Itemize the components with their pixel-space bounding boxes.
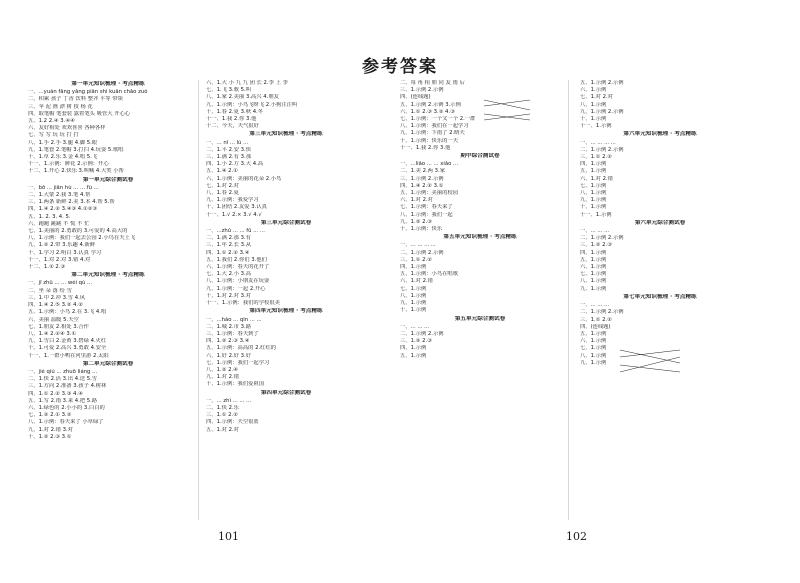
answer-line: 三、1.中 2.冲 3.雪 4.风 <box>28 294 86 301</box>
section-heading: 第三单元知识梳理 · 考点精练 <box>249 131 323 138</box>
answer-line: 六、1.示例 <box>580 87 607 94</box>
answer-line: 三、1.② 2.③ <box>400 338 432 345</box>
answer-line: 二、1.示例 2.示例 <box>400 330 444 337</box>
answer-line: 八、1.示例：我们一起去公园 2.小鸟在天上飞 <box>28 235 136 242</box>
answer-line: 五、1.我们 2.你们 3.他们 <box>206 256 267 263</box>
answer-line: 三、1.两条 新鲜 2.美 3.本 4.帮 5.帮 <box>28 199 115 206</box>
answer-line: 四、1.示例 <box>400 345 427 352</box>
answer-line: 三、1.① 2.② <box>400 256 432 263</box>
answer-line: 八、1.手 2.手 3.腿 4.脚 5.眼 <box>28 139 98 146</box>
answer-line: 二、1.大蒙 2.我 3.笔 4.帮 <box>28 192 91 199</box>
answer-line: 八、1.示例 <box>580 278 607 285</box>
answer-line: 五、1.示例 <box>580 256 607 263</box>
answer-line: 一、...hào ... qín ... ... <box>206 316 262 323</box>
answer-line: 四、1.示例：天空很蓝 <box>206 419 259 426</box>
answer-line: 七、1.示例 <box>400 285 427 292</box>
answer-line: 三、1.② 2.③ <box>580 242 612 249</box>
answer-line: 三、1.年 2.长 3.从 <box>206 242 252 249</box>
answer-line: 十一、1.对 2.对 3.错 4.对 <box>28 256 91 263</box>
answer-line: 十一、1.我 2.你 3.他 <box>206 116 257 123</box>
answer-line: 九、1.示例 <box>580 197 607 204</box>
answer-line: 六、美丽 温暖 5.天空 <box>28 316 79 323</box>
answer-line: 八、1.示例：我们在一起学习 <box>400 123 469 130</box>
answer-line: 二、1.美 2.两 3.家 <box>400 168 446 175</box>
answer-line: 十二、1.开心 2.快乐 3.叫喊 4.大笑 小帮 <box>28 168 124 175</box>
answer-line: 四、(连线题) <box>580 323 611 330</box>
answer-line: 九、1.示例：小鸟飞呀飞 2.小狗汪汪叫 <box>206 101 298 108</box>
answer-line: 五、1.示例 <box>400 352 427 359</box>
answer-line: 八、1.示例 <box>580 190 607 197</box>
answer-line: 十一、1.我 2.你 3.他 <box>400 144 451 151</box>
answer-line: 二、1.城 2.市 3.路 <box>206 323 252 330</box>
answer-line: 一、... ... ... ... <box>400 242 436 249</box>
answer-line: 六、1.示例：春天的花开了 <box>206 264 270 271</box>
answer-line: 九、1.示例：我爱学习 <box>206 197 259 204</box>
answer-line: 九、1.示例 2.示例 <box>580 108 624 115</box>
answer-line: 一、bō ... jiān hù ... ... fù ... <box>28 184 99 191</box>
answer-line: 十一、1.示例 <box>580 211 612 218</box>
answer-line: 四、1.① 2.② 3.③ 4.④ <box>28 390 83 397</box>
answer-line: 二、1.快 2.乐 <box>206 404 239 411</box>
answer-line: 八、1.示例 <box>400 292 427 299</box>
answer-line: 二、1.示例 2.示例 <box>400 249 444 256</box>
answer-line: 八、1.示例：春天来了 小草绿了 <box>28 419 104 426</box>
answer-line: 十、1.示例 <box>580 204 607 211</box>
answer-line: 十、1.示例：快乐的一天 <box>400 137 459 144</box>
section-heading: 第七单元知识梳理 · 考点精练 <box>623 293 697 300</box>
answer-line: 四、1.示例 <box>580 249 607 256</box>
answer-line: 三、1.示例 2.示例 <box>400 175 444 182</box>
answer-line: 六、1.示例 <box>580 338 607 345</box>
answer-line: 九、1.笔套 2.笔帽 3.打扫 4.玩耍 5.歌唱 <box>28 146 124 153</box>
answer-line: 一、...zhǔ ... ... fū ... ... <box>206 228 265 235</box>
answer-line: 九、1.② 2.③ <box>400 218 432 225</box>
answer-line: 六、1.对 2.对 <box>400 197 433 204</box>
page-number-right: 102 <box>566 530 587 543</box>
answer-line: 七、1.示例 <box>580 271 607 278</box>
answer-line: 二、1.示例 2.示例 <box>580 146 624 153</box>
answer-line: 四、1.② 2.③ 3.④ <box>206 338 250 345</box>
answer-line: 二、积累 孩子 丁香 饮料 整齐 平等 带领 <box>28 96 123 103</box>
answer-line: 七、1.示例 <box>580 182 607 189</box>
answer-line: 十、1.可爱 2.高兴 3.勇敢 4.安全 <box>28 345 107 352</box>
answer-line: 八、1.春 2.夏 <box>206 190 239 197</box>
answer-line: 四、1.小 2.方 3.大 4.高 <box>206 161 264 168</box>
answer-line: 六、1.示例 <box>580 264 607 271</box>
answer-line: 六、1.对 2.错 <box>580 175 613 182</box>
section-heading: 第五单元综合测试卷 <box>454 315 506 322</box>
answer-line: 五、1.2 2.④ 3.④④ <box>28 118 75 125</box>
answer-line: 十一、1.示例：鲜花 2.示例：开心 <box>28 161 109 168</box>
answer-line: 三、1.满 2.有 3.那 <box>206 154 252 161</box>
answer-line: 六、1.对 2.错 <box>400 278 433 285</box>
answer-line: 十一、1.√ 2.× 3.√ 4.√ <box>206 211 262 218</box>
section-heading: 第二单元综合测试卷 <box>82 360 134 367</box>
section-heading: 第三单元综合测试卷 <box>260 219 312 226</box>
answer-line: 七、1.示例：一个又一个 2.一群 <box>400 116 476 123</box>
answer-line: 五、1.示例：美丽的校园 <box>400 190 459 197</box>
answer-line: 九、1.示例：一起 2.开心 <box>206 285 266 292</box>
answer-line: 三、1.方向 2.准备 3.孩子 4.树林 <box>28 383 107 390</box>
answer-line: 八、1.家 2.美丽 3.高兴 4.朋友 <box>206 94 279 101</box>
section-heading: 第一单元知识梳理 · 考点精练 <box>71 81 145 87</box>
matching-diagram <box>600 345 710 377</box>
answer-line: 三、1.示例：春天到了 <box>206 330 259 337</box>
answer-line: 一、... zhì ... ... ... <box>206 397 252 404</box>
answer-line: 七、1.飞 3.歌 5.叫 <box>206 87 252 94</box>
answer-line: 三、1.① 2.② <box>580 316 612 323</box>
answer-line: 四、1.① 2.② 3.④ <box>206 249 250 256</box>
answer-line: 七、1.对 2.对 <box>206 182 239 189</box>
answer-line: 四、1.示例 <box>400 264 427 271</box>
answer-line: 四、1.④ 2.⑤ 3.② 4.② <box>28 302 83 309</box>
answer-line: 九、1.对 2.错 <box>206 374 239 381</box>
answer-line: 九、1.对 2.错 3.对 <box>28 426 74 433</box>
answer-line: 十二、今天，天气很好 <box>206 123 259 130</box>
answer-line: 七、1.美丽的 2.勇敢的 3.可爱的 4.高大的 <box>28 228 128 235</box>
answer-line: 五、1.写 2.雨 3.来 4.把 5.路 <box>28 397 98 404</box>
page-number-left: 101 <box>218 530 239 543</box>
answer-line: 六、1.示例：美丽的花朵 2.小鸟 <box>206 175 282 182</box>
answer-line: 三、1.① 2.② <box>206 412 238 419</box>
answer-line: 五、1.示例：小鸟在唱歌 <box>400 271 459 278</box>
answer-column-2 <box>206 80 366 522</box>
answer-line: 十、1.示例 <box>580 116 607 123</box>
answer-line: 二、每 角 相 朋 同 友 雨 后 <box>400 80 465 86</box>
answer-line: 二、坐 朵 落 纷 雪 <box>28 287 72 294</box>
answer-line: 五、1. 2. 3. 4. 5. <box>28 213 71 220</box>
answer-line: 十一、1.一群小鸭在河里游 2.太阳 <box>28 352 109 359</box>
answer-line: 一、... ... ... <box>580 302 610 309</box>
answer-line: 二、1.快 2.活 3.出 4.送 5.雪 <box>28 376 98 383</box>
answer-column-3 <box>400 80 560 522</box>
answer-line: 一、... ... ... <box>400 323 430 330</box>
answer-line: 五、1.示例：小鸟 2.在 3.飞 4.唱 <box>28 309 107 316</box>
answer-line: 九、1.示例 <box>580 285 607 292</box>
answer-line: 四、1.④ 2.② 3.① <box>400 182 444 189</box>
section-heading: 第五单元知识梳理 · 考点精练 <box>443 234 517 241</box>
matching-lines <box>600 345 710 377</box>
answer-line: 十、1.示例：我们爱祖国 <box>206 381 265 388</box>
answer-line: 五、1.示例：高高的 2.红红的 <box>206 345 277 352</box>
answer-line: 七、1.示例 <box>580 345 607 352</box>
answer-line: 十、1.春 2.夏 3.秋 4.冬 <box>206 108 264 115</box>
answer-line: 四、(连线题) <box>400 94 431 101</box>
answer-line: 六、1.好 2.好 3.好 <box>206 352 252 359</box>
section-heading: 期中综合测试卷 <box>460 153 500 160</box>
column-divider <box>198 80 199 520</box>
answer-column-1 <box>28 80 188 522</box>
answer-line: 六、跑跑 跳跳 不 慌 不 忙 <box>28 220 90 227</box>
answer-line: 九、1.② 2.带 3.乐趣 4.新鲜 <box>28 242 96 249</box>
answer-line: 二、1.示例 2.示例 <box>580 235 624 242</box>
answer-line: 五、1.对 2.对 <box>206 426 239 433</box>
answer-line: 一、...yuán fǎng yǎng piān shì kuān chǎo zuò <box>28 89 148 96</box>
answer-line: 九、1.雪白 2.金黄 3.碧绿 4.火红 <box>28 338 107 345</box>
answer-line: 四、1.④ 2.② 3.④③ 4.①②③ <box>28 206 98 213</box>
answer-line: 十、1.② 2.③ 3.① <box>28 433 72 440</box>
answer-line: 十、1.学习 2.明白 3.认真 学习 <box>28 249 102 256</box>
answer-line: 十一、1.示例 <box>580 123 612 130</box>
answer-line: 一、...liǎo ... ... xiǎo ... <box>400 161 459 168</box>
answer-line: 二、1.示例 2.示例 <box>580 309 624 316</box>
answer-line: 一、jǐ zhǔ ... ... wéi qù ... <box>28 280 93 287</box>
section-heading: 第四单元知识梳理 · 考点精练 <box>249 308 323 315</box>
section-heading: 第六单元综合测试卷 <box>634 219 686 226</box>
section-heading: 第一单元综合测试卷 <box>82 176 134 183</box>
answer-line: 八、1.示例：小朋友在玩耍 <box>206 278 270 285</box>
section-heading: 第二单元知识梳理 · 考点精练 <box>71 272 145 279</box>
answer-line: 七、1.大 2.小 3.高 <box>206 271 252 278</box>
answer-line: 四、1.示例 <box>580 161 607 168</box>
answer-line: 八、1.② 2.④ <box>206 366 238 373</box>
answer-line: 八、1.示例：我们一起 <box>400 211 453 218</box>
answer-line: 六、友好相处 欢欢喜喜 各种各样 <box>28 125 106 132</box>
answer-line: 七、1.示例：我们一起学习 <box>206 359 270 366</box>
answer-line: 五、1.④ 2.① <box>206 168 238 175</box>
answer-line: 十、1.示例：快乐 <box>400 226 443 233</box>
answer-line: 三、1.① 2.② <box>580 154 612 161</box>
answer-line: 四、取笔帽 笔套装 露着笔头 吸管大 开心心 <box>28 110 131 117</box>
answer-column-4 <box>580 80 740 522</box>
answer-line: 六、1.绿色的 2.小小的 3.白白的 <box>28 404 105 411</box>
answer-line: 九、1.示例：下雨了 2.晴天 <box>400 130 465 137</box>
answer-line: 九、1.示例 <box>580 359 607 366</box>
answer-line: 三、苹 泥 画 漂 树 枝 杨 花 <box>28 103 93 110</box>
answer-line: 十、1.团结 2.友爱 3.认真 <box>206 204 267 211</box>
answer-line: 五、1.示例 <box>580 168 607 175</box>
answer-line: 十一、1.示例：我们的学校很美 <box>206 300 280 307</box>
matching-lines <box>470 96 550 126</box>
answer-line: 一、... nī ... lú ... <box>206 139 249 146</box>
answer-line: 一、... ... ... ... <box>580 139 616 146</box>
answer-line: 七、1.对 2.对 <box>580 94 613 101</box>
answer-line: 七、1.示例：春天来了 <box>400 204 453 211</box>
answer-line: 五、1.示例 2.示例 3.示例 <box>400 101 461 108</box>
answer-line: 七、写 写 玩 玩 打 打 <box>28 132 79 139</box>
section-heading: 第四单元综合测试卷 <box>260 389 312 396</box>
answer-line: 一、jié qiú ... zhuō liáng ... <box>28 368 98 375</box>
page-title: 参考答案 <box>362 57 438 77</box>
answer-line: 六、1.大 小 九 九 团 长 2.李 上 李 <box>206 80 288 86</box>
answer-line: 七、1.② 2.① 3.② <box>28 412 72 419</box>
answer-line: 五、1.示例 2.示例 <box>580 80 624 86</box>
answer-line: 十、1.草 2.乐 3.金 4.唱 5.飞 <box>28 154 98 161</box>
answer-line: 十、1.示例 <box>400 307 427 314</box>
answer-line: 十二、1.② 2.③ <box>28 264 66 271</box>
column-divider <box>568 80 569 520</box>
answer-line: 八、1.示例 <box>580 352 607 359</box>
answer-line: 二、1.满 2.那 3.有 <box>206 235 252 242</box>
answer-line: 三、1.示例 2.示例 <box>400 87 444 94</box>
answer-line: 十、1.对 2.对 3.对 <box>206 292 252 299</box>
answer-line: 五、1.示例 <box>580 330 607 337</box>
answer-line: 一、... ... ... <box>580 228 610 235</box>
answer-line: 二、1.平 2.安 3.快 <box>206 146 252 153</box>
matching-diagram <box>470 96 550 126</box>
answer-line: 八、1.④ 2.②④ 3.① <box>28 330 77 337</box>
answer-line: 七、1.朋友 2.相处 3.合作 <box>28 323 89 330</box>
answer-line: 八、1.示例 <box>580 101 607 108</box>
section-heading: 第六单元知识梳理 · 考点精练 <box>623 131 697 138</box>
answer-line: 九、1.示例 <box>400 300 427 307</box>
answer-line: 六、1.① 2.③ 3.② 4.③ <box>400 108 455 115</box>
